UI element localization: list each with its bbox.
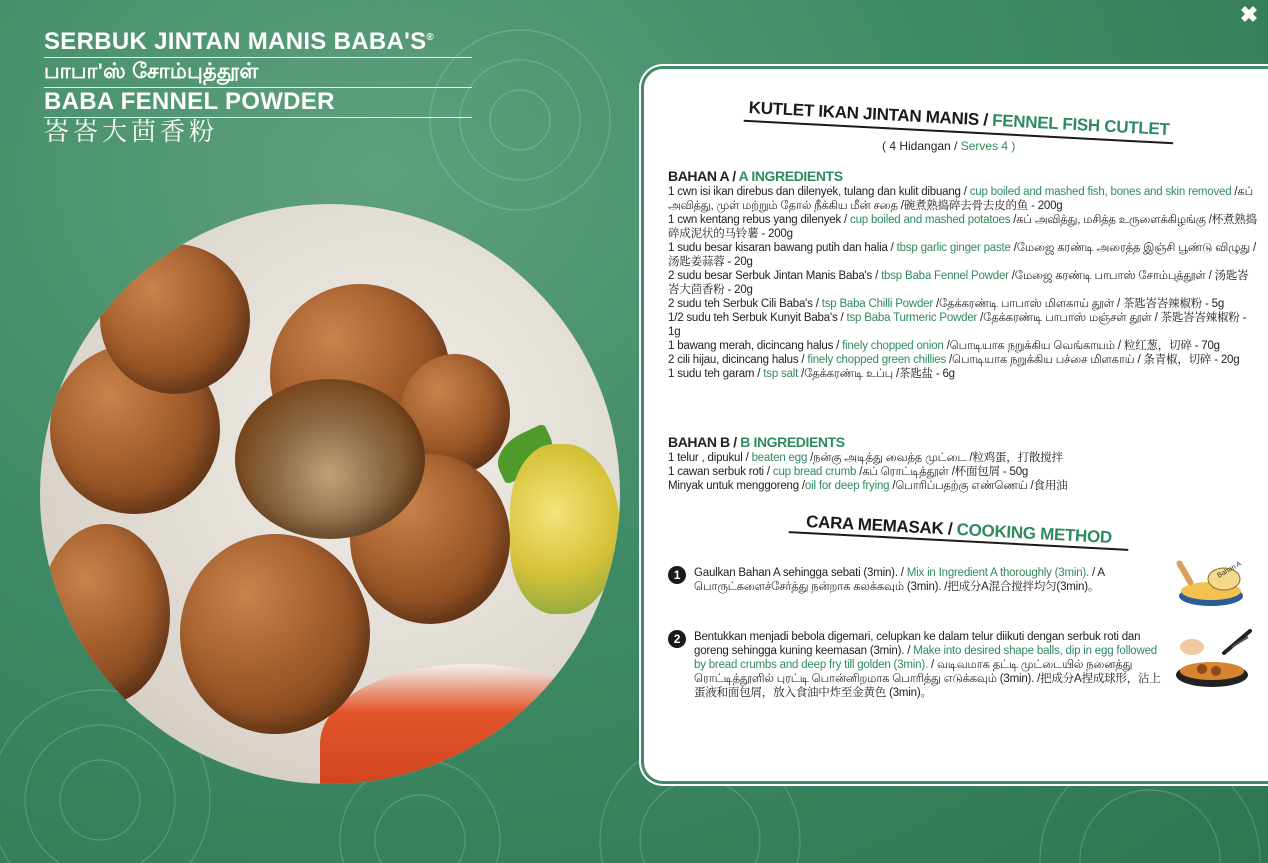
- ingredient-item: 1/2 sudu teh Serbuk Kunyit Baba's / tsp Baba Turmeric Powder /தேக்கரண்டி பாபாஸ் மஞ்சள் தூள் / 茶匙峇峇辣椒粉 - 1g: [668, 312, 1247, 338]
- method-step-2: [668, 630, 1168, 700]
- cutlet-ball: [180, 534, 370, 734]
- ingredient-item: 1 bawang merah, dicincang halus / finely chopped onion /பொடியாக நறுக்கிய வெங்காயம் / 粒红葱，切碎 - 70g: [668, 340, 1220, 352]
- product-title-chinese: 峇峇大茴香粉: [44, 118, 219, 146]
- step-text: Gaulkan Bahan A sehingga sebati (3min). / Mix in Ingredient A thoroughly (3min). / A பொருட்களைச்சேர்த்து நன்றாக கலக்கவும் (3min). /把成分A混合搅拌均匀(3min)。: [694, 567, 1105, 593]
- ingredients-a-heading: BAHAN A / A INGREDIENTS: [668, 168, 843, 184]
- product-title-english: BABA FENNEL POWDER: [44, 88, 472, 118]
- step-text: Bentukkan menjadi bebola digemari, celupkan ke dalam telur diikuti dengan serbuk roti dan goreng sehingga kuning keemasan (3min). / Make into desired shape balls, dip in egg followed by bread crumbs and deep fry till golden (3min). / வடிவமாக தட்டி முட்டையில் நனைத்து ரொட்டித்தூளில் புரட்டி பொன்னிறமாக பொரித்து எடுக்கவும் (3min). /把成分A捏成球形，沾上蛋液和面包屑，放入食油中炸至金黄色 (3min)。: [694, 631, 1161, 699]
- close-button[interactable]: ✖: [1239, 2, 1259, 27]
- method-step-1: [668, 566, 1168, 594]
- ingredient-item: 1 cawan serbuk roti / cup bread crumb /கப் ரொட்டித்தூள் /杯面包屑 - 50g: [668, 466, 1029, 478]
- ingredients-b-section: [668, 435, 1258, 493]
- ingredients-a-section: [668, 169, 1258, 381]
- ingredient-item: 1 sudu teh garam / tsp salt /தேக்கரண்டி உப்பு /茶匙盐 - 6g: [668, 368, 955, 380]
- cutlet-ball: [100, 244, 250, 394]
- recipe-title: KUTLET IKAN JINTAN MANIS / FENNEL FISH CUTLET: [744, 98, 1175, 144]
- product-title-block: [44, 24, 472, 147]
- bowl-label: Bahan A: [1216, 560, 1243, 580]
- fish-cutlet-photo: [40, 204, 620, 784]
- ingredient-item: 1 cwn isi ikan direbus dan dilenyek, tulang dan kulit dibuang / cup boiled and mashed fish, bones and skin removed /கப் அவித்து, முள் மற்றும் தோல் நீக்கிய மீன் சதை /碗煮熟捣碎去骨去皮的鱼 - 200g: [668, 186, 1253, 212]
- step-number: 2: [668, 630, 686, 648]
- ingredient-item: 1 cwn kentang rebus yang dilenyek / cup boiled and mashed potatoes /கப் அவித்து, மசித்த உருளைக்கிழங்கு /杯煮熟捣碎成泥状的马铃薯 - 200g: [668, 214, 1257, 240]
- step-number: 1: [668, 566, 686, 584]
- servings: ( 4 Hidangan / Serves 4 ): [882, 139, 1016, 153]
- ingredient-item: Minyak untuk menggoreng /oil for deep frying /பொரிப்பதற்கு எண்ணெய் /食用油: [668, 480, 1068, 492]
- frying-pan-illustration: [1172, 627, 1252, 691]
- method-title: CARA MEMASAK / COOKING METHOD: [789, 511, 1130, 551]
- ingredient-item: 1 sudu besar kisaran bawang putih dan halia / tbsp garlic ginger paste /மேஜை கரண்டி அரைத்த இஞ்சி பூண்டு விழுது /汤匙姜蒜蓉 - 20g: [668, 242, 1256, 268]
- ingredient-item: 2 cili hijau, dicincang halus / finely chopped green chillies /பொடியாக நறுக்கிய பச்சை மிளகாய் / 条青椒，切碎 - 20g: [668, 354, 1240, 366]
- mixing-bowl-illustration: [1174, 551, 1249, 611]
- product-title-malay: SERBUK JINTAN MANIS BABA'S®: [44, 24, 472, 58]
- ingredient-item: 1 telur , dipukul / beaten egg /நன்கு அடித்து வைத்த முட்டை /粒鸡蛋，打散搅拌: [668, 452, 1063, 464]
- ingredient-item: 2 sudu besar Serbuk Jintan Manis Baba's / tbsp Baba Fennel Powder /மேஜை கரண்டி பாபாஸ் சோம்புத்தூள் / 汤匙峇峇大茴香粉 - 20g: [668, 270, 1249, 296]
- cutlet-ball: [40, 524, 170, 704]
- product-title-tamil: பாபா'ஸ் சோம்புத்தூள்: [44, 58, 472, 88]
- ingredients-b-heading: BAHAN B / B INGREDIENTS: [668, 434, 845, 450]
- recipe-card: [641, 66, 1268, 784]
- lime-wedge: [510, 444, 620, 614]
- ingredient-item: 2 sudu teh Serbuk Cili Baba's / tsp Baba Chilli Powder /தேக்கரண்டி பாபாஸ் மிளகாய் தூள் / 茶匙峇峇辣椒粉 - 5g: [668, 298, 1225, 310]
- sauce-bowl: [320, 664, 620, 784]
- cutlet-ball-cut: [235, 379, 425, 539]
